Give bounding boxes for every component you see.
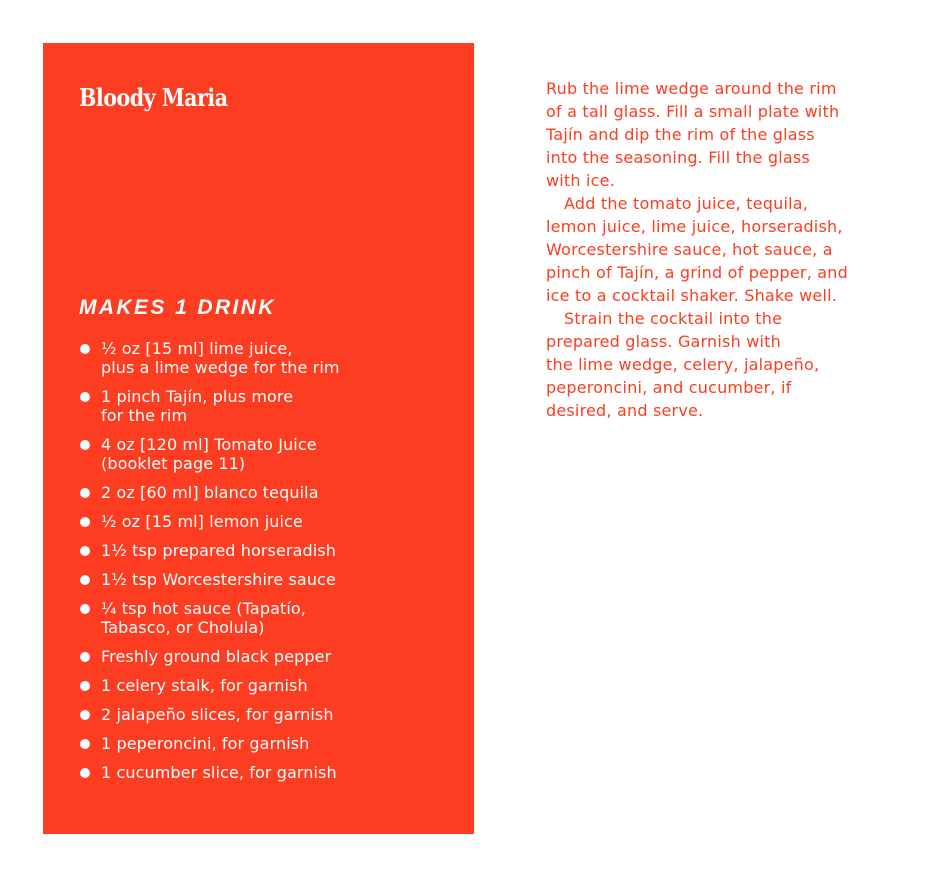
bullet-icon [80,681,90,691]
bullet-icon [80,392,90,402]
ingredient-list [79,339,459,792]
bullet-icon [80,440,90,450]
ingredient-item [79,676,459,695]
ingredient-text: 1½ tsp Worcestershire sauce [101,570,336,589]
bullet-icon [80,488,90,498]
bullet-icon [80,517,90,527]
ingredient-item [79,705,459,724]
ingredient-item [79,763,459,782]
ingredient-item [79,387,459,425]
method-step: Add the tomato juice, tequila, lemon juice, lime juice, horseradish, Worcestershire sauce, hot sauce, a pinch of Tajín, a grind of pepper, and ice to a cocktail shaker. Shake well. [546,194,848,305]
ingredient-text: 1½ tsp prepared horseradish [101,541,336,560]
method-step: Strain the cocktail into the prepared glass. Garnish with the lime wedge, celery, jalapeño, peperoncini, and cucumber, if desired, and serve. [546,309,820,420]
bullet-icon [80,344,90,354]
ingredient-text: ¼ tsp hot sauce (Tapatío, Tabasco, or Cholula) [101,599,306,637]
ingredient-item [79,483,459,502]
recipe-title: Bloody Maria [79,83,228,112]
bullet-icon [80,604,90,614]
ingredient-item [79,647,459,666]
ingredient-text: ½ oz [15 ml] lemon juice [101,512,303,531]
ingredient-item [79,734,459,753]
recipe-yield: MAKES 1 DRINK [79,296,276,319]
ingredient-text: 4 oz [120 ml] Tomato Juice (booklet page 11) [101,435,317,473]
ingredients-panel [43,43,474,834]
method-step: Rub the lime wedge around the rim of a tall glass. Fill a small plate with Tajín and dip the rim of the glass into the seasoning. Fill the glass with ice. [546,79,840,190]
ingredient-text: 1 pinch Tajín, plus more for the rim [101,387,294,425]
bullet-icon [80,546,90,556]
ingredient-text: 2 jalapeño slices, for garnish [101,705,334,724]
ingredient-text: Freshly ground black pepper [101,647,332,666]
bullet-icon [80,575,90,585]
bullet-icon [80,739,90,749]
ingredient-item [79,339,459,377]
ingredient-item [79,435,459,473]
ingredient-text: 1 cucumber slice, for garnish [101,763,337,782]
bullet-icon [80,710,90,720]
ingredient-text: 2 oz [60 ml] blanco tequila [101,483,319,502]
ingredient-text: 1 celery stalk, for garnish [101,676,308,695]
ingredient-item [79,512,459,531]
ingredient-item [79,541,459,560]
ingredient-item [79,599,459,637]
ingredient-text: 1 peperoncini, for garnish [101,734,310,753]
method-text [546,77,886,422]
ingredient-item [79,570,459,589]
bullet-icon [80,652,90,662]
ingredient-text: ½ oz [15 ml] lime juice, plus a lime wedge for the rim [101,339,340,377]
bullet-icon [80,768,90,778]
